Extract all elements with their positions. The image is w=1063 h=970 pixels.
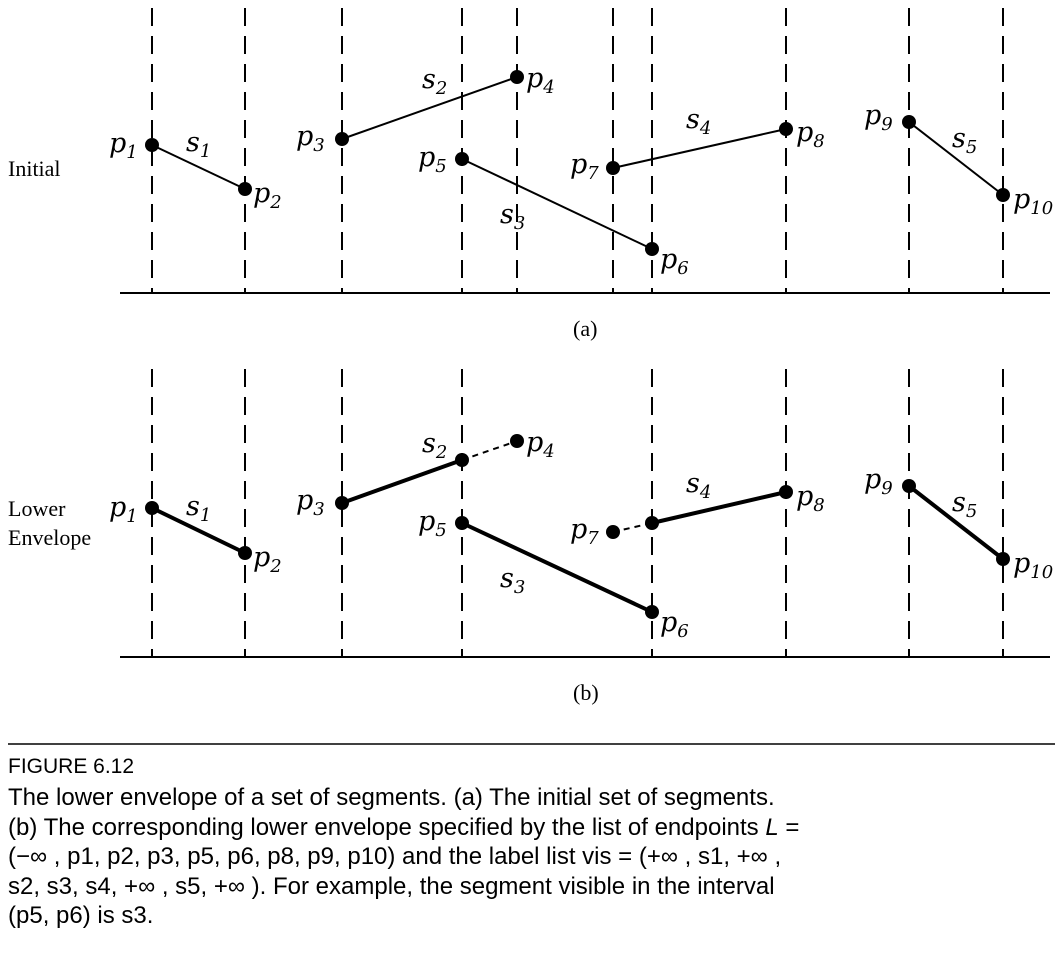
point-p1 <box>145 138 159 152</box>
svg-text:p1: $p_1$ <box>109 128 138 163</box>
svg-text:p5: $p_5$ <box>418 506 447 541</box>
svg-text:p7: $p_7$ <box>570 149 599 184</box>
envelope-s3 <box>462 523 652 612</box>
point-p7 <box>606 525 620 539</box>
point-p6 <box>645 242 659 256</box>
point-p10 <box>996 188 1010 202</box>
point-p5 <box>455 516 469 530</box>
labels-b <box>109 427 1053 642</box>
caption-line-5: (p5, p6) is s3. <box>8 902 154 929</box>
row-label-initial: Initial <box>8 156 61 181</box>
point-p2 <box>238 182 252 196</box>
caption-L: L <box>765 813 779 841</box>
caption-body <box>8 783 1058 931</box>
hidden-s2 <box>462 441 517 460</box>
svg-text:s2: $s_2$ <box>422 428 448 463</box>
svg-text:s3: $s_3$ <box>500 563 526 598</box>
point-p8 <box>779 122 793 136</box>
svg-text:s1: $s_1$ <box>186 127 212 162</box>
envelope-s2 <box>342 460 462 503</box>
panel-label-b: (b) <box>573 680 599 705</box>
point-p8 <box>779 485 793 499</box>
svg-text:p7: $p_7$ <box>570 514 599 549</box>
svg-text:p6: $p_6$ <box>660 244 689 279</box>
point-s4-cut <box>645 516 659 530</box>
vertical-dashed-lines-b <box>152 369 1003 657</box>
caption-line-4: s2, s3, s4, +∞ , s5, +∞ ). For example, the segment visible in the interval <box>8 872 775 900</box>
point-p3 <box>335 496 349 510</box>
caption-line-2a: (b) The corresponding lower envelope specified by the list of endpoints <box>8 813 759 841</box>
point-p10 <box>996 552 1010 566</box>
svg-text:p5: $p_5$ <box>418 142 447 177</box>
row-label-envelope: Envelope <box>8 525 92 550</box>
segment-s3 <box>462 159 652 249</box>
labels-a <box>109 63 1053 279</box>
svg-text:s4: $s_4$ <box>686 104 712 139</box>
svg-text:p9: $p_9$ <box>864 464 893 499</box>
svg-text:s5: $s_5$ <box>952 123 978 158</box>
svg-text:s4: $s_4$ <box>686 468 712 503</box>
svg-text:s5: $s_5$ <box>952 487 978 522</box>
point-p4 <box>510 70 524 84</box>
caption-eq: = <box>778 813 800 841</box>
svg-text:p2: $p_2$ <box>253 542 282 577</box>
envelope-s4 <box>652 492 786 523</box>
svg-text:p8: $p_8$ <box>796 481 825 516</box>
row-label-lower: Lower <box>8 496 66 521</box>
panel-label-a: (a) <box>573 316 598 341</box>
svg-text:p10: $p_{10}$ <box>1013 184 1054 219</box>
svg-text:p3: $p_3$ <box>296 485 325 520</box>
point-s2-cut <box>455 453 469 467</box>
svg-text:s3: $s_3$ <box>500 199 526 234</box>
point-p9 <box>902 115 916 129</box>
svg-text:s2: $s_2$ <box>422 64 448 99</box>
svg-text:p6: $p_6$ <box>660 607 689 642</box>
svg-text:p10: $p_{10}$ <box>1013 548 1054 583</box>
point-p6 <box>645 605 659 619</box>
svg-text:p4: $p_4$ <box>526 63 555 98</box>
segments-b-hidden <box>462 441 652 532</box>
svg-text:p4: $p_4$ <box>526 427 555 462</box>
point-p4 <box>510 434 524 448</box>
svg-text:p9: $p_9$ <box>864 100 893 135</box>
caption-line-3: (−∞ , p1, p2, p3, p5, p6, p8, p9, p10) and the label list vis = (+∞ , s1, +∞ , <box>8 843 782 870</box>
svg-text:s1: $s_1$ <box>186 491 212 526</box>
point-p2 <box>238 546 252 560</box>
point-p3 <box>335 132 349 146</box>
figure-caption <box>8 755 1058 931</box>
svg-text:p2: $p_2$ <box>253 178 282 213</box>
point-p9 <box>902 479 916 493</box>
svg-text:p3: $p_3$ <box>296 121 325 156</box>
panel-b <box>120 369 1050 657</box>
svg-text:p1: $p_1$ <box>109 492 138 527</box>
point-p5 <box>455 152 469 166</box>
svg-text:p8: $p_8$ <box>796 117 825 152</box>
figure-title: FIGURE 6.12 <box>8 755 135 778</box>
point-p1 <box>145 501 159 515</box>
point-p7 <box>606 161 620 175</box>
caption-line-1: The lower envelope of a set of segments. (a) The initial set of segments. <box>8 784 775 811</box>
